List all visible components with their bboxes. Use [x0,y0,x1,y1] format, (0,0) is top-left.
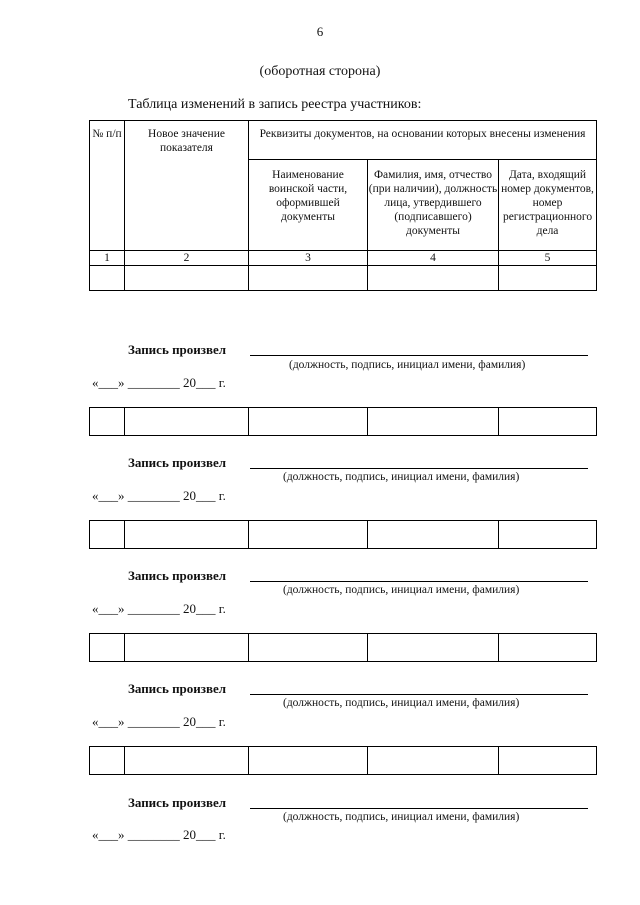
table-cell[interactable] [368,747,499,775]
column-number: 4 [368,251,499,266]
date-line[interactable]: «___» ________ 20___ г. [92,375,226,390]
changes-table-row [89,746,597,775]
signature-label: Запись произвел [128,795,227,810]
table-cell[interactable] [499,521,597,549]
signature-hint: (должность, подпись, инициал имени, фамилия) [283,471,520,483]
signature-line[interactable] [250,467,588,469]
column-number: 3 [249,251,368,266]
signature-line[interactable] [250,807,588,809]
signature-label: Запись произвел [128,681,227,696]
table-cell[interactable] [125,521,249,549]
table-cell[interactable] [368,521,499,549]
table-cell[interactable] [125,747,249,775]
table-cell[interactable] [125,634,249,662]
table-cell[interactable] [125,266,249,291]
page-number: 6 [316,24,324,39]
signature-hint: (должность, подпись, инициал имени, фамилия) [283,811,520,823]
table-cell[interactable] [90,266,125,291]
table-cell[interactable] [368,634,499,662]
header-date-number: Дата, входящий номер документов, номер регистрационного дела [499,160,597,251]
signature-label: Запись произвел [128,568,227,583]
table-title: Таблица изменений в запись реестра участников: [128,97,422,112]
table-cell[interactable] [249,408,368,436]
table-cell[interactable] [90,521,125,549]
changes-table-row [89,633,597,662]
table-row [90,266,597,291]
table-cell[interactable] [499,634,597,662]
column-number: 5 [499,251,597,266]
changes-table [89,120,597,291]
signature-hint: (должность, подпись, инициал имени, фамилия) [283,697,520,709]
date-line[interactable]: «___» ________ 20___ г. [92,488,226,503]
page-side-caption: (оборотная сторона) [259,64,381,79]
header-documents-group: Реквизиты документов, на основании которых внесены изменения [249,121,597,160]
table-cell[interactable] [249,747,368,775]
table-cell[interactable] [249,266,368,291]
signature-label: Запись произвел [128,342,227,357]
table-cell[interactable] [90,634,125,662]
table-cell[interactable] [249,521,368,549]
signature-line[interactable] [250,693,588,695]
header-unit-name: Наименование воинской части, оформившей документы [249,160,368,251]
signature-line[interactable] [250,354,588,356]
signature-label: Запись произвел [128,455,227,470]
signature-hint: (должность, подпись, инициал имени, фамилия) [289,359,526,371]
changes-table-row [89,407,597,436]
date-line[interactable]: «___» ________ 20___ г. [92,714,226,729]
table-cell[interactable] [125,408,249,436]
table-cell[interactable] [90,747,125,775]
table-cell[interactable] [368,408,499,436]
table-cell[interactable] [90,408,125,436]
column-number: 2 [125,251,249,266]
signature-line[interactable] [250,580,588,582]
table-cell[interactable] [249,634,368,662]
signature-hint: (должность, подпись, инициал имени, фамилия) [283,584,520,596]
column-number: 1 [90,251,125,266]
table-cell[interactable] [499,747,597,775]
changes-table-row [89,520,597,549]
date-line[interactable]: «___» ________ 20___ г. [92,827,226,842]
table-cell[interactable] [368,266,499,291]
header-new-value: Новое значение показателя [125,121,249,251]
header-signer-name: Фамилия, имя, отчество (при наличии), должность лица, утвердившего (подписавшего) документы [368,160,499,251]
header-number: № п/п [90,121,125,251]
table-cell[interactable] [499,266,597,291]
table-cell[interactable] [499,408,597,436]
date-line[interactable]: «___» ________ 20___ г. [92,601,226,616]
